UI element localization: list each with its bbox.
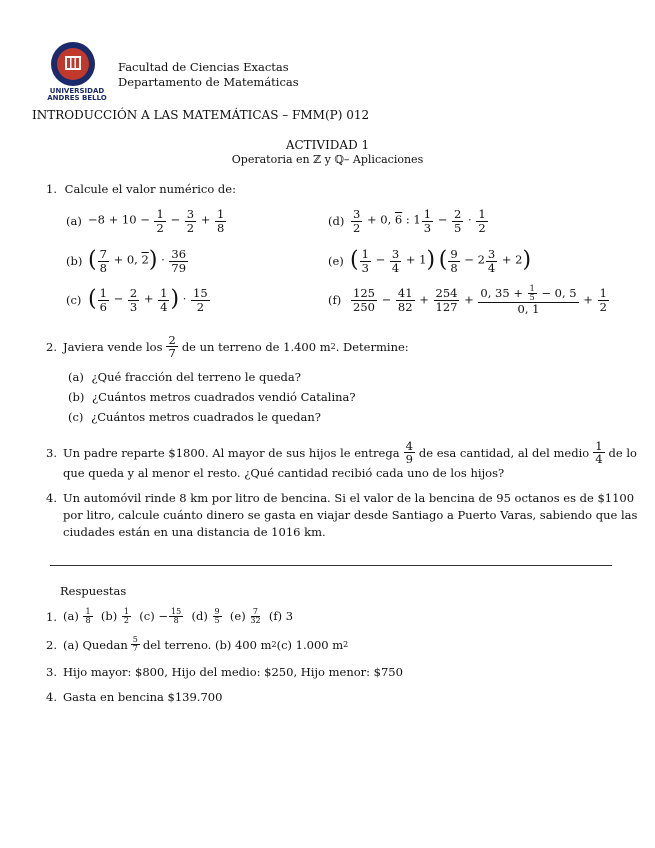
exercise-label: (b) xyxy=(66,254,83,268)
question-1 xyxy=(46,182,616,196)
question-3-line2: que queda y al menor el resto. ¿Qué cantidad recibió cada uno de los hijos? xyxy=(63,466,505,481)
divider xyxy=(50,565,612,566)
university-logo-text: UNIVERSIDAD ANDRES BELLO xyxy=(47,87,107,102)
question-number: 2. xyxy=(46,339,57,354)
department-name: Departamento de Matemáticas xyxy=(118,75,299,89)
exercise-label: (e) xyxy=(328,254,344,268)
question-2-prompt-end: . Determine: xyxy=(335,339,409,354)
exercise-label: (f) xyxy=(328,293,342,307)
question-3-line1-post: de lo xyxy=(608,445,637,460)
question-4-line1: Un automóvil rinde 8 km por litro de bencina. Si el valor de la bencina de 95 octanos es de $1100 xyxy=(62,491,635,505)
question-2: 2. Javiera vende los $\frac{2}{7}$ de un terreno de 1.400 m 2 . Determine: xyxy=(46,333,409,361)
course-title: INTRODUCCIÓN A LAS MATEMÁTICAS – FMM(P) 012 xyxy=(32,108,370,122)
answer-2: 2. (a) Quedan $\frac{5}{7}$ del terreno. (b) 400 m 2 (c) 1.000 m 2 xyxy=(46,635,349,654)
question-2-items xyxy=(68,370,356,430)
exercise-label: (c) xyxy=(66,293,82,307)
answer-1: 1. (a) $\frac{1}{8}$ (b) $\frac{1}{2}$ (c) − $\frac{15}{8}$ (d) $\frac{9}{5}$ (e) $\frac{7}{32}$ (f) 3 xyxy=(46,607,294,626)
faculty-name: Facultad de Ciencias Exactas xyxy=(118,60,289,74)
list-item: (c) ¿Cuántos metros cuadrados le quedan? xyxy=(68,410,321,424)
university-logo xyxy=(40,40,106,102)
list-item: (b) ¿Cuántos metros cuadrados vendió Catalina? xyxy=(68,390,356,404)
exercise-1b: (b) ( $\frac{7}{8}$ + 0, 2) · $\frac{36}{79}$ xyxy=(66,247,187,275)
answer-3: 3. Hijo mayor: $800, Hijo del medio: $250, Hijo menor: $750 xyxy=(46,665,403,679)
question-3-line1-pre: Un padre reparte $1800. Al mayor de sus hijos le entrega xyxy=(62,445,400,460)
exercise-1e: (e) ( $\frac{1}{3}$ − $\frac{3}{4}$ + 1) ( $\frac{9}{8}$ − 2 $\frac{3}{4}$ + 2) xyxy=(328,247,532,275)
question-4-line3: ciudades están en una distancia de 1016 km. xyxy=(63,525,326,539)
activity-title: ACTIVIDAD 1 xyxy=(285,138,370,152)
exercise-1a: (a) −8 + 10 − $\frac{1}{2}$ − $\frac{3}{2}$ + $\frac{1}{8}$ xyxy=(66,207,225,235)
exercise-label: (d) xyxy=(328,214,345,228)
question-2-prompt-pre: Javiera vende los xyxy=(62,339,163,354)
exercise-1c: (c) ( $\frac{1}{6}$ − $\frac{2}{3}$ + $\frac{1}{4}$ ) · $\frac{15}{2}$ xyxy=(66,286,208,314)
exercise-1d: (d) $\frac{3}{2}$ + 0, 6 : 1 $\frac{1}{3}$ − $\frac{2}{5}$ · $\frac{1}{2}$ xyxy=(328,207,486,235)
question-3: 3. Un padre reparte $1800. Al mayor de sus hijos le entrega $\frac{4}{9}$ de esa cantidad, al del medio $\frac{1}{4}$ de lo que queda y al menor el resto. ¿Qué cantidad recibió cada uno de los hijos? xyxy=(46,439,637,481)
question-number: 3. xyxy=(46,445,57,460)
list-item: (a) ¿Qué fracción del terreno le queda? xyxy=(68,370,301,384)
question-1-prompt: Calcule el valor numérico de: xyxy=(64,182,236,196)
question-4-line2: por litro, calcule cuánto dinero se gasta en viajar desde Santiago a Puerto Varas, sabiendo que las xyxy=(63,508,638,522)
question-4 xyxy=(46,491,638,539)
exercise-label: (a) xyxy=(66,214,82,228)
question-number: 4. xyxy=(46,491,57,505)
question-3-line1-mid: de esa cantidad, al del medio xyxy=(418,445,590,460)
exercise-1f: (f) $\frac{125}{250}$ − $\frac{41}{82}$ + $\frac{254}{127}$ + 0, 35 + $\frac{1}{5}$ − 0, 5 0, 1 + $\frac{1}{2}$ xyxy=(328,283,607,317)
answer-4: 4. Gasta en bencina $139.700 xyxy=(46,690,223,704)
question-number: 1. xyxy=(46,182,57,196)
answers-title: Respuestas xyxy=(60,584,127,598)
activity-subtitle: Operatoria en ℤ y ℚ– Aplicaciones xyxy=(231,153,424,166)
question-2-prompt-post: de un terreno de 1.400 m xyxy=(181,339,331,354)
